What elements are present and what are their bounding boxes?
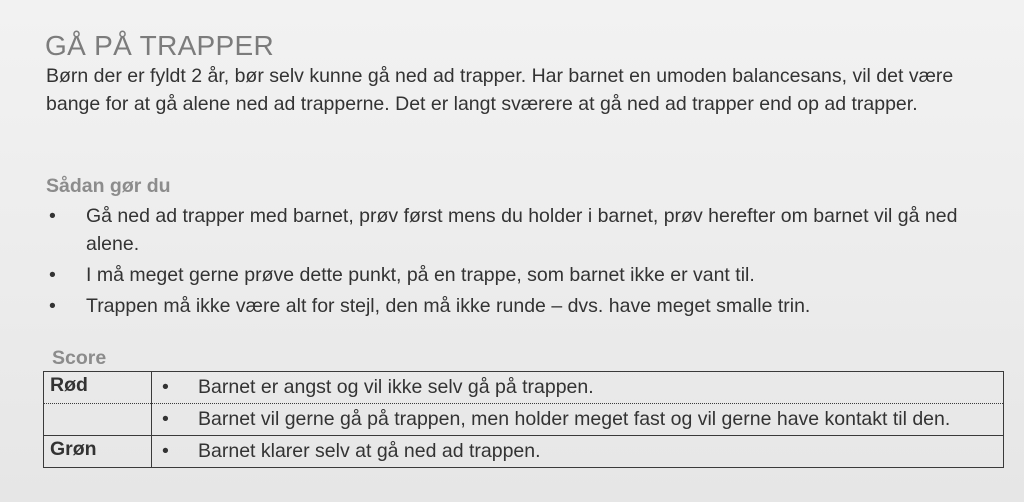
score-text: Barnet er angst og vil ikke selv gå på trappen. [198,376,594,398]
instructions-list [46,202,996,323]
score-description [152,436,1004,468]
score-text: Barnet vil gerne gå på trappen, men holder meget fast og vil gerne have kontakt til den. [198,408,951,430]
bullet-icon: • [162,440,169,462]
instruction-item [46,202,996,258]
bullet-icon: • [49,205,56,227]
section-title: GÅ PÅ TRAPPER [45,30,275,61]
instruction-text: Gå ned ad trapper med barnet, prøv først mens du holder i barnet, prøv herefter om barnet vil gå ned alene. [86,205,958,255]
instructions-heading: Sådan gør du [46,175,171,197]
score-heading: Score [52,347,107,369]
score-row-red [44,372,1004,404]
bullet-icon: • [162,408,169,430]
score-text: Barnet klarer selv at gå ned ad trappen. [198,440,541,462]
score-level-red: Rød [44,372,152,404]
instruction-item [46,292,996,320]
score-level-green: Grøn [44,436,152,468]
score-level-empty [44,404,152,436]
score-row-green [44,436,1004,468]
score-row-intermediate [44,404,1004,436]
intro-paragraph: Børn der er fyldt 2 år, bør selv kunne gå ned ad trapper. Har barnet en umoden balancesans, vil det være bange for at gå alene ned ad trapperne. Det er langt sværere at gå ned ad trapper end op ad trapper. [46,65,954,115]
bullet-icon: • [162,376,169,398]
bullet-icon: • [49,295,56,317]
instruction-item [46,261,996,289]
score-description [152,404,1004,436]
score-table [43,371,1004,468]
instruction-text: Trappen må ikke være alt for stejl, den må ikke runde – dvs. have meget smalle trin. [86,295,811,317]
bullet-icon: • [49,264,56,286]
score-description [152,372,1004,404]
instruction-text: I må meget gerne prøve dette punkt, på en trappe, som barnet ikke er vant til. [86,264,755,286]
